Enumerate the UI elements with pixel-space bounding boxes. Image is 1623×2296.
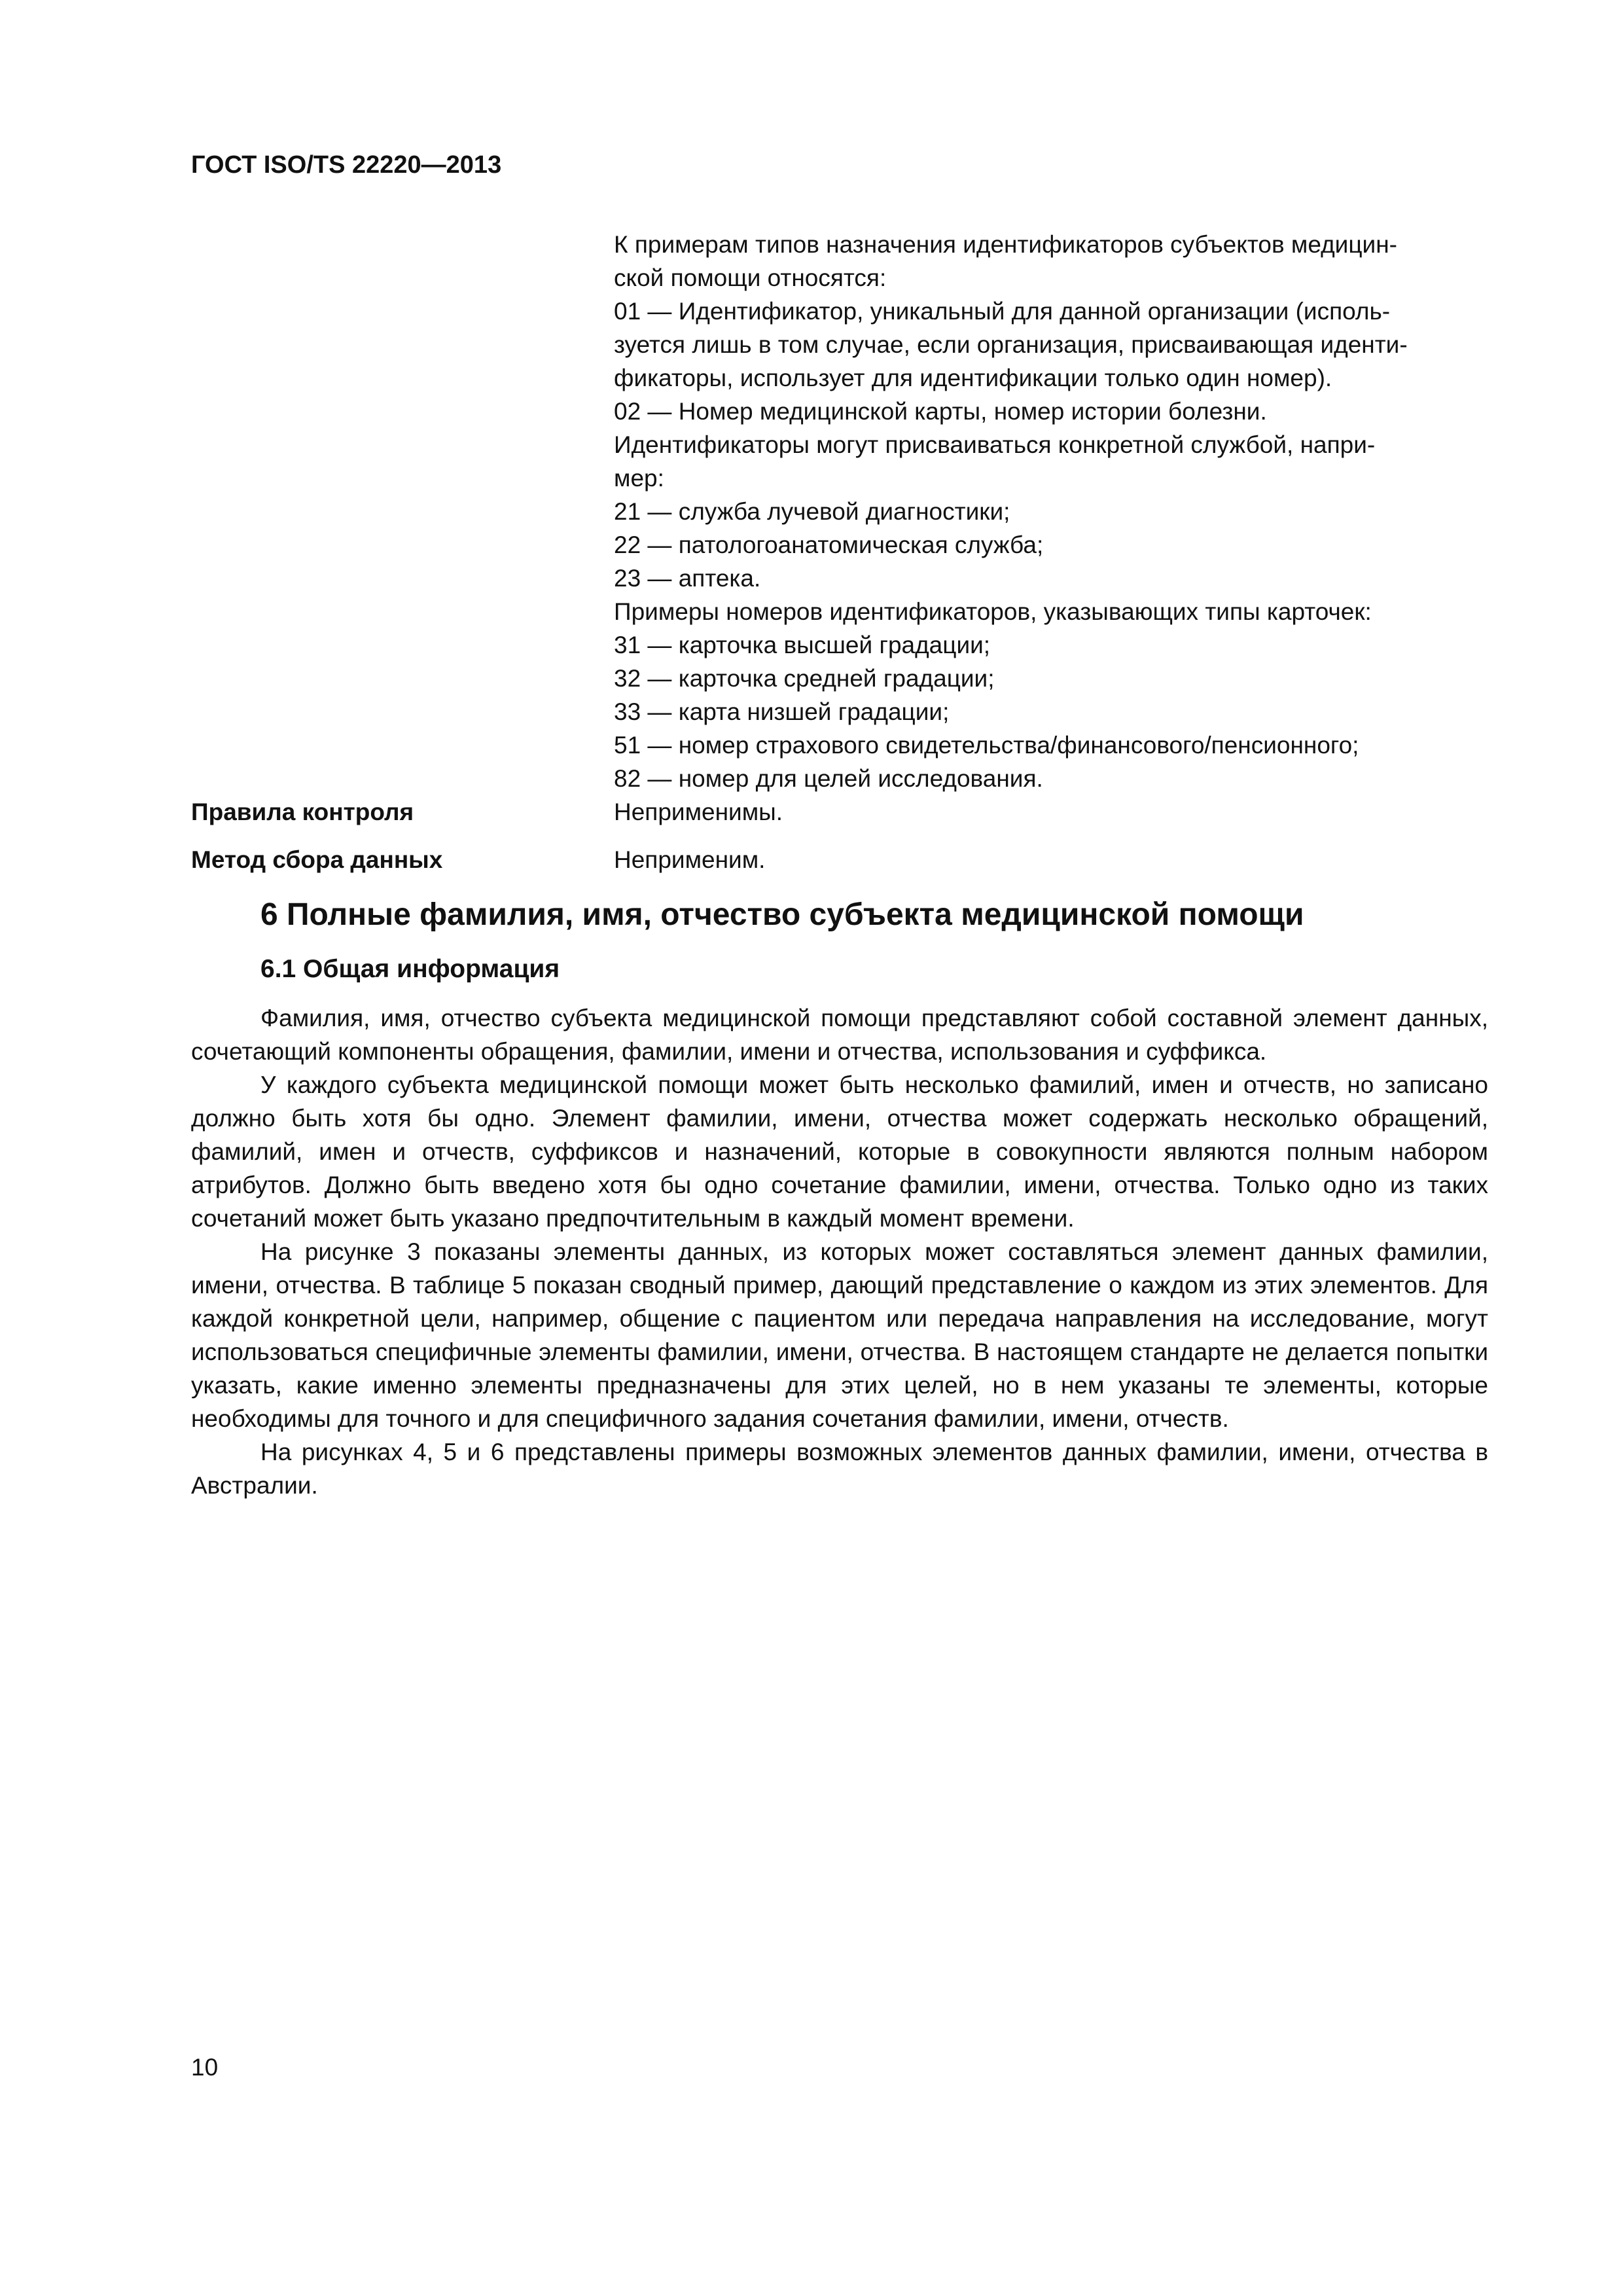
definition-line: 21 — служба лучевой диагностики;: [614, 498, 1010, 525]
rules-value: Неприменимы.: [614, 798, 783, 825]
rules-label: Правила контроля: [191, 798, 414, 825]
definition-examples-row: [191, 228, 1487, 795]
method-label: Метод сбора данных: [191, 846, 443, 873]
document-header: ГОСТ ISO/TS 22220—2013: [191, 151, 502, 179]
definition-line: 51 — номер страхового свидетельства/финансового/пенсионного;: [614, 732, 1359, 759]
definition-label-empty: [191, 228, 614, 795]
definition-line: 33 — карта низшей градации;: [614, 698, 950, 725]
paragraph: На рисунке 3 показаны элементы данных, из которых может составляться элемент данных фамилии, имени, отчества. В таблице 5 показан сводный пример, дающий представление о каждом из этих элементов. Для каждой конкретной цели, например, общение с пациентом или передача направления на исследование, могут использоваться специфичные элементы фамилии, имени, отчества. В настоящем стандарте не делается попытки указать, какие именно элементы предназначены для этих целей, но в нем указаны те элементы, которые необходимы для точного и для специфичного задания сочетания фамилии, имени, отчеств.: [191, 1238, 1488, 1432]
definition-line: ской помощи относятся:: [614, 264, 887, 291]
definition-line: Примеры номеров идентификаторов, указывающих типы карточек:: [614, 598, 1372, 625]
page-number: 10: [191, 2054, 219, 2081]
method-value: Неприменим.: [614, 846, 766, 873]
definition-line: 31 — карточка высшей градации;: [614, 632, 991, 658]
definition-line: мер:: [614, 465, 664, 492]
section-body: [191, 1001, 1488, 1502]
definition-table: [191, 228, 1487, 876]
definition-line: 82 — номер для целей исследования.: [614, 765, 1043, 792]
definition-line: К примерам типов назначения идентификаторов субъектов медицин-: [614, 231, 1397, 258]
definition-line: 23 — аптека.: [614, 565, 761, 592]
paragraph: У каждого субъекта медицинской помощи может быть несколько фамилий, имен и отчеств, но записано должно быть хотя бы одно. Элемент фамилии, имени, отчества может содержать несколько обращений, фамилий, имен и отчеств, суффиксов и назначений, которые в совокупности являются полным набором атрибутов. Должно быть введено хотя бы одно сочетание фамилии, имени, отчества. Только одно из таких сочетаний может быть указано предпочтительным в каждый момент времени.: [191, 1071, 1488, 1232]
definition-examples-text: [614, 228, 1487, 795]
definition-line: 32 — карточка средней градации;: [614, 665, 995, 692]
section-title: 6 Полные фамилия, имя, отчество субъекта медицинской помощи: [260, 897, 1304, 932]
definition-line: 22 — патологоанатомическая служба;: [614, 531, 1044, 558]
definition-line: Идентификаторы могут присваиваться конкретной службой, напри-: [614, 431, 1376, 458]
definition-line: 01 — Идентификатор, уникальный для данной организации (исполь-: [614, 298, 1391, 325]
method-row: [191, 843, 1487, 876]
subsection-title: 6.1 Общая информация: [260, 955, 560, 983]
paragraph: На рисунках 4, 5 и 6 представлены примеры возможных элементов данных фамилии, имени, отчества в Австралии.: [191, 1439, 1488, 1499]
definition-line: зуется лишь в том случае, если организация, присваивающая иденти-: [614, 331, 1408, 358]
definition-line: 02 — Номер медицинской карты, номер истории болезни.: [614, 398, 1267, 425]
rules-row: [191, 795, 1487, 829]
paragraph: Фамилия, имя, отчество субъекта медицинской помощи представляют собой составной элемент данных, сочетающий компоненты обращения, фамилии, имени и отчества, использования и суффикса.: [191, 1005, 1488, 1065]
definition-line: фикаторы, использует для идентификации только один номер).: [614, 365, 1332, 391]
